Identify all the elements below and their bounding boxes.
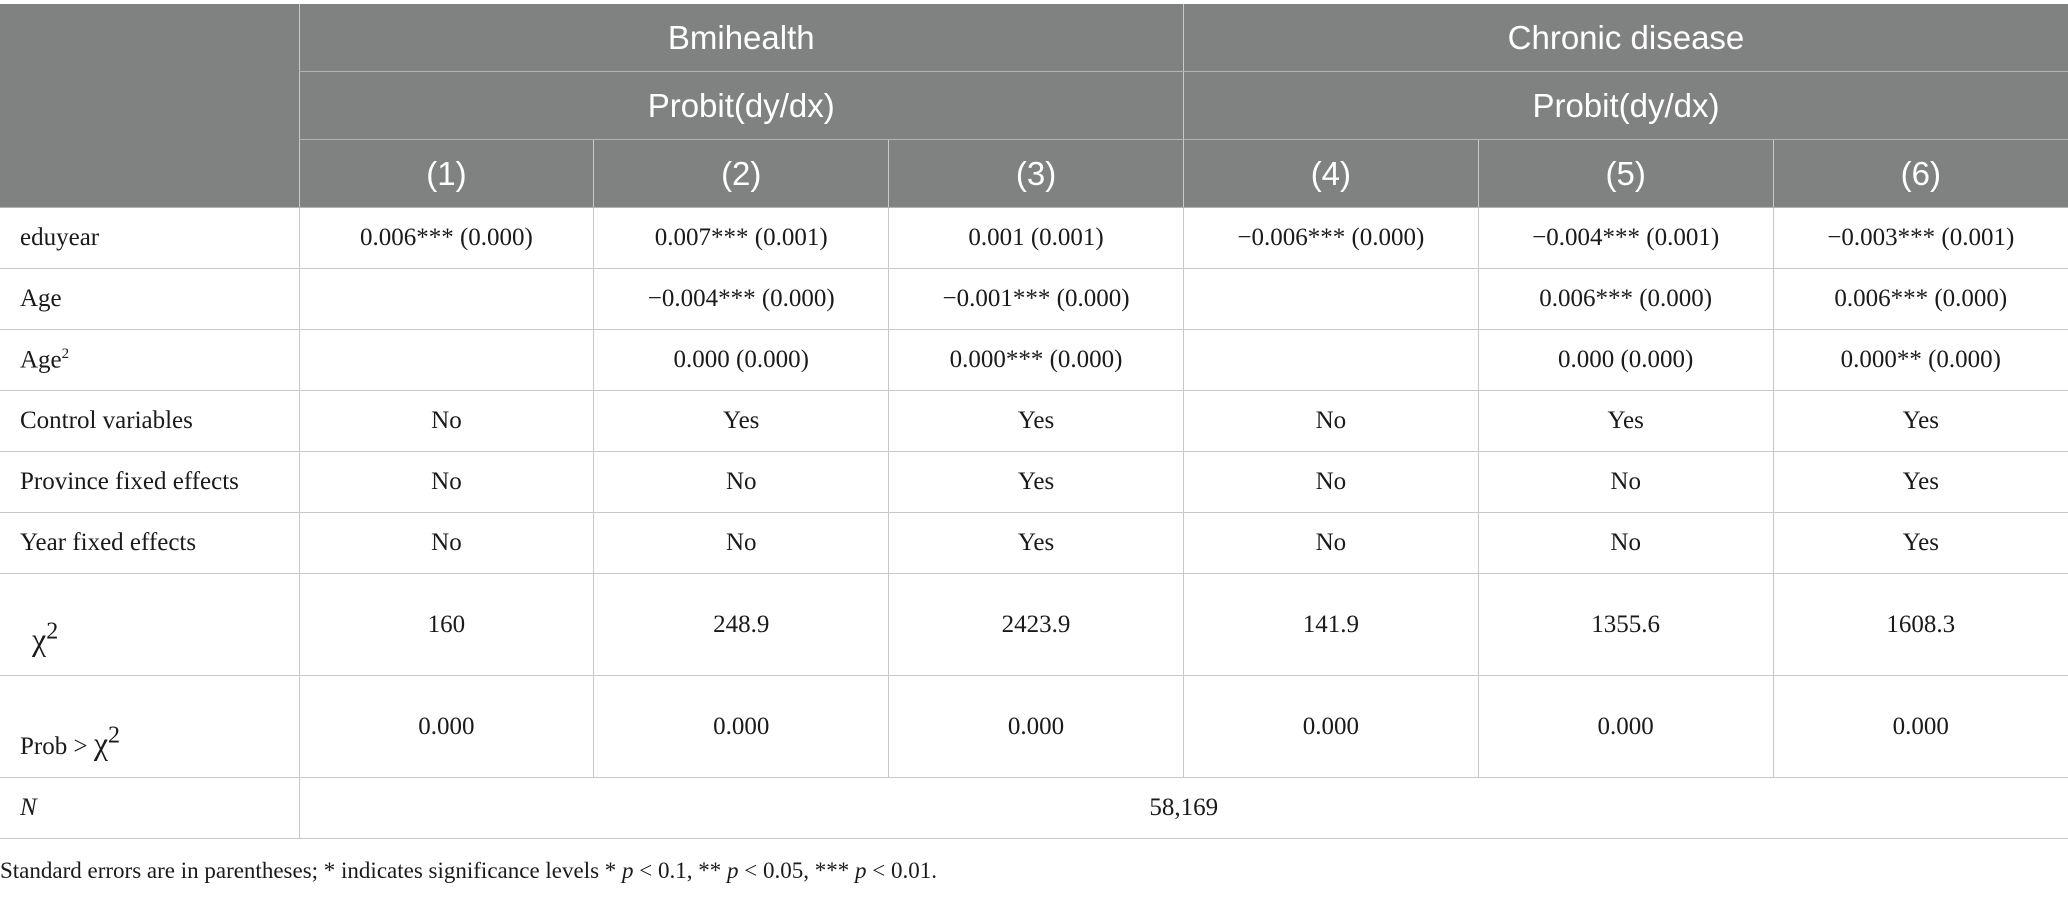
table-cell: 0.000 bbox=[594, 676, 889, 778]
row-label-control-variables: Control variables bbox=[0, 391, 299, 452]
table-row-age bbox=[0, 269, 2068, 330]
table-cell: 0.001 (0.001) bbox=[889, 208, 1184, 269]
table-header bbox=[0, 4, 2068, 208]
table-cell: −0.001*** (0.000) bbox=[889, 269, 1184, 330]
group-header-chronic-disease: Chronic disease bbox=[1183, 4, 2068, 72]
table-cell: 0.000 bbox=[299, 676, 594, 778]
header-row-columns bbox=[0, 140, 2068, 208]
footnote-p-3: p bbox=[855, 858, 867, 883]
table-cell: No bbox=[594, 513, 889, 574]
row-label-eduyear: eduyear bbox=[0, 208, 299, 269]
table-body bbox=[0, 208, 2068, 839]
table-cell: 0.006*** (0.000) bbox=[1773, 269, 2068, 330]
prob-chi-letter: χ bbox=[93, 725, 109, 762]
column-header-4: (4) bbox=[1183, 140, 1478, 208]
table-cell bbox=[299, 330, 594, 391]
table-cell: 0.006*** (0.000) bbox=[1478, 269, 1773, 330]
table-cell: 160 bbox=[299, 574, 594, 676]
table-cell: No bbox=[299, 513, 594, 574]
method-header-2: Probit(dy/dx) bbox=[1183, 72, 2068, 140]
table-cell: 0.006*** (0.000) bbox=[299, 208, 594, 269]
table-cell: 248.9 bbox=[594, 574, 889, 676]
chi-symbol: χ bbox=[32, 621, 47, 658]
table-cell: 0.000*** (0.000) bbox=[889, 330, 1184, 391]
table-cell: 141.9 bbox=[1183, 574, 1478, 676]
regression-table-container bbox=[0, 4, 2068, 839]
table-cell: 0.000** (0.000) bbox=[1773, 330, 2068, 391]
table-cell bbox=[1183, 269, 1478, 330]
table-cell: Yes bbox=[1773, 513, 2068, 574]
table-cell: No bbox=[594, 452, 889, 513]
prob-chi-symbol bbox=[93, 722, 121, 762]
prob-label bbox=[20, 722, 121, 762]
header-row-groups bbox=[0, 4, 2068, 72]
chi-squared-symbol bbox=[32, 618, 59, 658]
column-header-6: (6) bbox=[1773, 140, 2068, 208]
table-cell: 0.000 (0.000) bbox=[594, 330, 889, 391]
table-cell: 0.000 bbox=[889, 676, 1184, 778]
header-row-methods bbox=[0, 72, 2068, 140]
table-cell: 0.000 bbox=[1183, 676, 1478, 778]
column-header-1: (1) bbox=[299, 140, 594, 208]
table-row-province-fixed-effects bbox=[0, 452, 2068, 513]
table-cell: 0.000 bbox=[1773, 676, 2068, 778]
table-cell: −0.004*** (0.001) bbox=[1478, 208, 1773, 269]
table-cell: Yes bbox=[889, 513, 1184, 574]
column-header-2: (2) bbox=[594, 140, 889, 208]
row-label-age: Age bbox=[0, 269, 299, 330]
table-cell: −0.006*** (0.000) bbox=[1183, 208, 1478, 269]
method-header-1: Probit(dy/dx) bbox=[299, 72, 1183, 140]
footnote-text-1: Standard errors are in parentheses; * indicates significance levels * bbox=[0, 858, 623, 883]
table-cell: Yes bbox=[1773, 391, 2068, 452]
table-cell: 2423.9 bbox=[889, 574, 1184, 676]
column-header-3: (3) bbox=[889, 140, 1184, 208]
table-cell: No bbox=[299, 391, 594, 452]
table-row-n bbox=[0, 778, 2068, 839]
table-cell: 0.000 (0.000) bbox=[1478, 330, 1773, 391]
table-row-age-squared bbox=[0, 330, 2068, 391]
table-cell: Yes bbox=[889, 452, 1184, 513]
row-label-prob-chi-squared bbox=[0, 676, 299, 778]
row-label-age-squared-base: Age bbox=[20, 346, 62, 374]
table-cell: No bbox=[1478, 452, 1773, 513]
table-cell: No bbox=[1183, 513, 1478, 574]
row-label-age-squared bbox=[0, 330, 299, 391]
table-cell: No bbox=[1478, 513, 1773, 574]
prob-prefix: Prob > bbox=[20, 733, 88, 761]
footnote-text-2: < 0.1, ** bbox=[633, 858, 728, 883]
table-row-year-fixed-effects bbox=[0, 513, 2068, 574]
table-cell bbox=[299, 269, 594, 330]
row-label-age-squared-exponent: 2 bbox=[61, 345, 70, 362]
column-header-5: (5) bbox=[1478, 140, 1773, 208]
regression-table bbox=[0, 4, 2068, 839]
table-row-control-variables bbox=[0, 391, 2068, 452]
row-label-province-fixed-effects: Province fixed effects bbox=[0, 452, 299, 513]
table-cell: No bbox=[1183, 391, 1478, 452]
table-row-prob-chi-squared bbox=[0, 676, 2068, 778]
table-cell: No bbox=[299, 452, 594, 513]
footnote-p-2: p bbox=[727, 858, 739, 883]
prob-chi-exponent: 2 bbox=[108, 722, 121, 749]
footnote-text-3: < 0.05, *** bbox=[738, 858, 856, 883]
table-cell bbox=[1183, 330, 1478, 391]
table-cell: 1355.6 bbox=[1478, 574, 1773, 676]
table-cell: Yes bbox=[1773, 452, 2068, 513]
footnote-text-4: < 0.01. bbox=[866, 858, 937, 883]
table-row-chi-squared bbox=[0, 574, 2068, 676]
table-cell: 0.007*** (0.001) bbox=[594, 208, 889, 269]
footnote-p-1: p bbox=[622, 858, 634, 883]
table-cell: 1608.3 bbox=[1773, 574, 2068, 676]
table-cell: Yes bbox=[889, 391, 1184, 452]
row-label-year-fixed-effects: Year fixed effects bbox=[0, 513, 299, 574]
header-corner bbox=[0, 4, 299, 208]
table-row-eduyear bbox=[0, 208, 2068, 269]
table-cell: Yes bbox=[1478, 391, 1773, 452]
group-header-bmihealth: Bmihealth bbox=[299, 4, 1183, 72]
table-cell: −0.004*** (0.000) bbox=[594, 269, 889, 330]
table-cell: −0.003*** (0.001) bbox=[1773, 208, 2068, 269]
table-cell-n-value: 58,169 bbox=[299, 778, 2068, 839]
table-cell: 0.000 bbox=[1478, 676, 1773, 778]
row-label-chi-squared bbox=[0, 574, 299, 676]
table-footnote bbox=[0, 858, 937, 884]
chi-exponent: 2 bbox=[46, 618, 59, 645]
table-cell: No bbox=[1183, 452, 1478, 513]
table-cell: Yes bbox=[594, 391, 889, 452]
row-label-n: N bbox=[0, 778, 299, 839]
